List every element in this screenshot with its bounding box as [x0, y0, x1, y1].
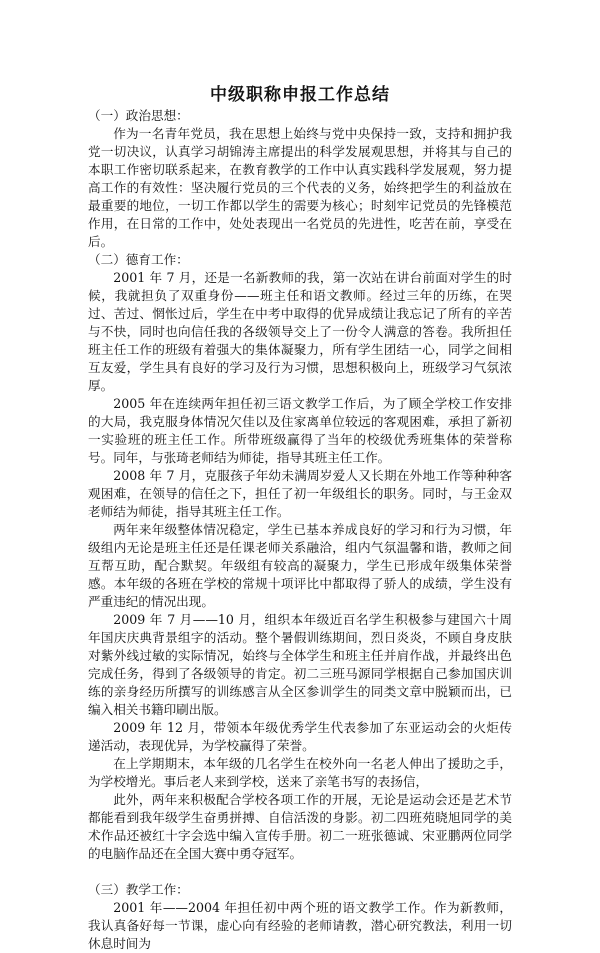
paragraph: 2008 年 7 月，克服孩子年幼未满周岁爱人又长期在外地工作等种种客观困难，在领导的信任之下，担任了初一年级组长的职务。同时，与王金双老师结为师徒，指导其班主任工作。	[88, 468, 512, 519]
document-title: 中级职称申报工作总结	[210, 85, 390, 105]
section-heading: （一）政治思想：	[88, 108, 189, 123]
section-moral-education	[88, 251, 512, 863]
paragraph: 2001 年 7 月，还是一名新教师的我，第一次站在讲台前面对学生的时候，我就担负了双重身份——班主任和语文教师。经过三年的历练，在哭过、苦过、惘怅过后，学生在中考中取得的优异成绩让我忘记了所有的辛苦与不快，同时也向信任我的各级领导交上了一份令人满意的答卷。我所担任班主任工作的班级有着强大的集体凝聚力，所有学生团结一心，同学之间相互友爱，学生具有良好的学习及行为习惯，思想积极向上，班级学习气氛浓厚。	[88, 270, 512, 393]
section-heading: （三）教学工作：	[88, 882, 189, 897]
paragraph: 2009 年 12 月，带领本年级优秀学生代表参加了东亚运动会的火炬传递活动，表现优异，为学校赢得了荣誉。	[88, 720, 512, 753]
document-body	[88, 107, 512, 953]
section-heading: （二）德育工作：	[88, 252, 189, 267]
paragraph: 2009 年 7 月——10 月，组织本年级近百名学生积极参与建国六十周年国庆庆典背景组字的活动。整个暑假训练期间，烈日炎炎，不顾自身皮肤对紫外线过敏的实际情况，始终与全体学生和班主任并肩作战，并最终出色完成任务，得到了各级领导的肯定。初二三班马源同学根据自己参加国庆训练的亲身经历所撰写的训练感言从全区参训学生的同类文章中脱颖而出，已编入相关书籍印刷出版。	[88, 612, 512, 717]
paragraph: 作为一名青年党员，我在思想上始终与党中央保持一致，支持和拥护我党一切决议，认真学习胡锦涛主席提出的科学发展观思想，并将其与自己的本职工作密切联系起来，在教育教学的工作中认真实践科学发展观，努力提高工作的有效性：坚决履行党员的三个代表的义务，始终把学生的利益放在最重要的地位，一切工作都以学生的需要为核心；时刻牢记党员的先锋模范作用，在日常的工作中，处处表现出一名党员的先进性，吃苦在前，享受在后。	[88, 126, 512, 249]
blank-line	[88, 863, 512, 881]
paragraph: 两年来年级整体情况稳定，学生已基本养成良好的学习和行为习惯，年级组内无论是班主任还是任课老师关系融洽，组内气氛温馨和谐，教师之间互帮互助，配合默契。年级组有较高的凝聚力，学生已形成年级集体荣誉感。本年级的各班在学校的常规十项评比中都取得了骄人的成绩，学生没有严重违纪的情况出现。	[88, 522, 512, 609]
section-political-thought	[88, 107, 512, 251]
paragraph: 2005 年在连续两年担任初三语文教学工作后，为了顾全学校工作安排的大局，我克服身体情况欠佳以及住家离单位较远的客观困难，承担了新初一实验班的班主任工作。所带班级赢得了当年的校级优秀班集体的荣誉称号。同年，与张琦老师结为师徒，指导其班主任工作。	[88, 396, 512, 465]
section-teaching-work	[88, 881, 512, 953]
paragraph: 在上学期期末，本年级的几名学生在校外向一名老人伸出了援助之手，为学校增光。事后老人来到学校，送来了亲笔书写的表扬信，	[88, 756, 512, 789]
paragraph: 此外，两年来积极配合学校各项工作的开展，无论是运动会还是艺术节都能看到我年级学生奋勇拼搏、自信活泼的身影。初二四班苑晓旭同学的美术作品还被红十字会选中编入宣传手册。初二一班张德诚、宋亚鹏两位同学的电脑作品还在全国大赛中勇夺冠军。	[88, 792, 512, 861]
paragraph: 2001 年——2004 年担任初中两个班的语文教学工作。作为新教师，我认真备好每一节课，虚心向有经验的老师请教，潜心研究教法，利用一切休息时间为	[88, 900, 512, 951]
